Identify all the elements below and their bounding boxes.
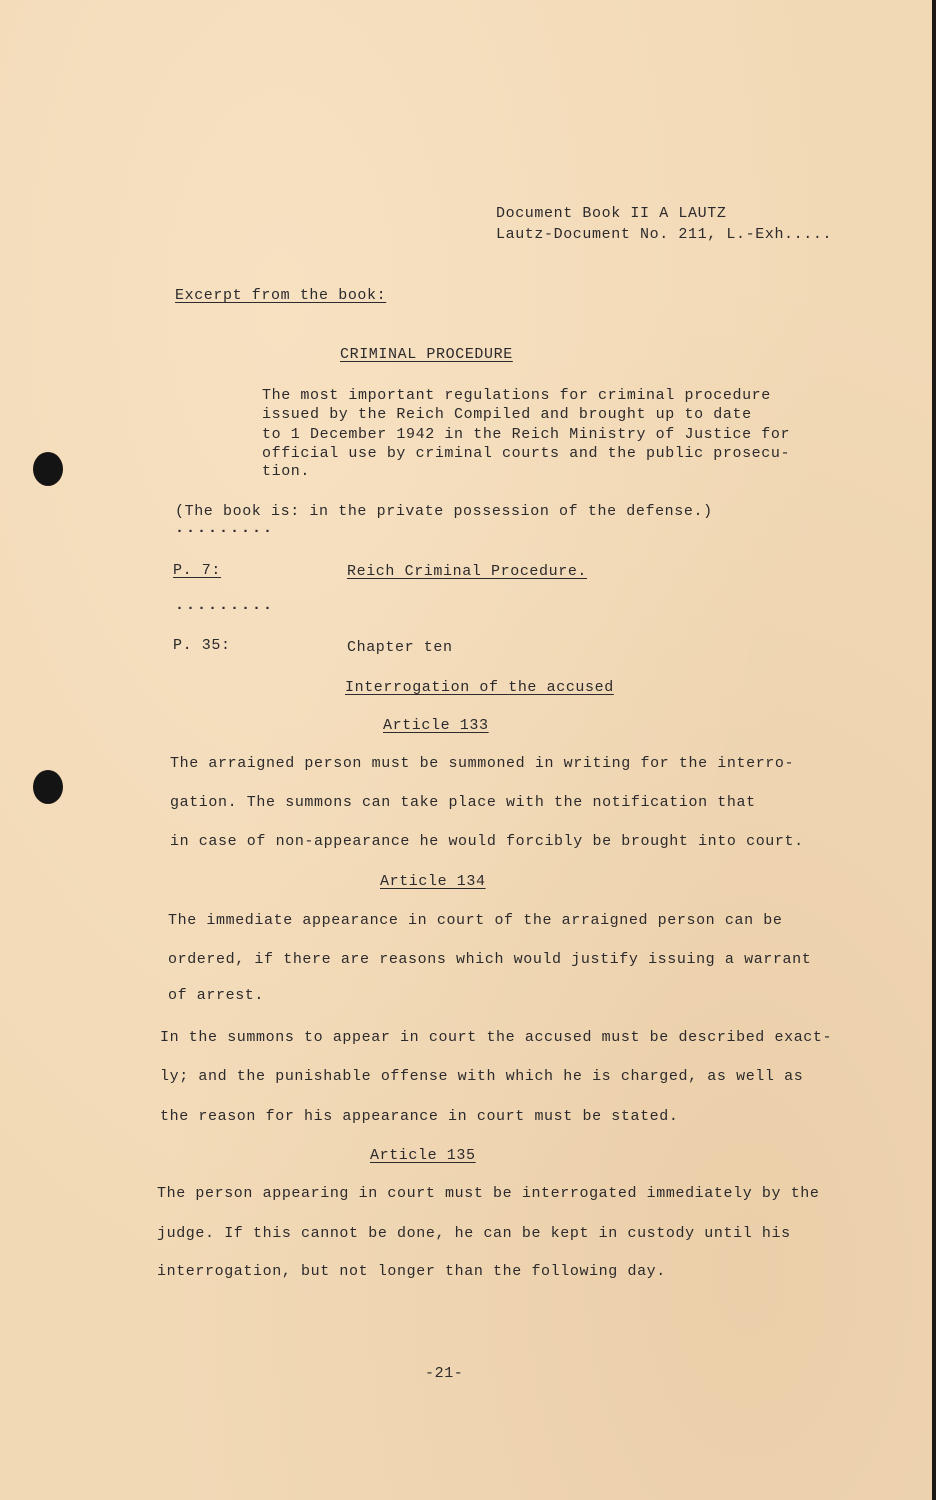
page-35-reference: P. 35: (173, 637, 231, 654)
punch-hole (33, 452, 63, 486)
article-134-line: of arrest. (168, 987, 265, 1004)
article-134-line: ordered, if there are reasons which would justify issuing a warrant (168, 951, 812, 968)
article-135-line: The person appearing in court must be interrogated immediately by the (157, 1185, 820, 1202)
chapter-title: Chapter ten (347, 639, 453, 656)
article-134-title: Article 134 (380, 873, 486, 890)
article-133-line: gation. The summons can take place with the notification that (170, 794, 756, 811)
page-number: -21- (425, 1365, 464, 1382)
article-135-title: Article 135 (370, 1147, 476, 1164)
exhibit-reference: Lautz-Document No. 211, L.-Exh..... (496, 226, 833, 243)
article-133-title: Article 133 (383, 717, 489, 734)
article-134-para2-line: In the summons to appear in court the accused must be described exact- (160, 1029, 833, 1046)
possession-note: (The book is: in the private possession of the defense.) (175, 503, 713, 520)
description-line: to 1 December 1942 in the Reich Ministry of Justice for (262, 426, 791, 443)
article-133-line: in case of non-appearance he would forcibly be brought into court. (170, 833, 804, 850)
article-133-line: The arraigned person must be summoned in writing for the interro- (170, 755, 795, 772)
excerpt-label: Excerpt from the book: (175, 287, 387, 304)
page-7-reference: P. 7: (173, 562, 222, 579)
article-135-line: interrogation, but not longer than the following day. (157, 1263, 666, 1280)
article-134-para2-line: the reason for his appearance in court must be stated. (160, 1108, 679, 1125)
ellipsis-divider: ......... (175, 597, 275, 614)
article-135-line: judge. If this cannot be done, he can be kept in custody until his (157, 1225, 791, 1242)
book-title: CRIMINAL PROCEDURE (340, 346, 513, 363)
ellipsis-divider: ......... (175, 520, 275, 537)
description-line: official use by criminal courts and the public prosecu- (262, 445, 791, 462)
article-134-line: The immediate appearance in court of the arraigned person can be (168, 912, 783, 929)
description-line: The most important regulations for criminal procedure (262, 387, 771, 404)
page-7-title: Reich Criminal Procedure. (347, 563, 588, 580)
punch-hole (33, 770, 63, 804)
description-line: tion. (262, 463, 311, 480)
chapter-heading: Interrogation of the accused (345, 679, 614, 696)
article-134-para2-line: ly; and the punishable offense with which he is charged, as well as (160, 1068, 804, 1085)
scan-edge (932, 0, 936, 1500)
document-book-label: Document Book II A LAUTZ (496, 205, 727, 222)
description-line: issued by the Reich Compiled and brought up to date (262, 406, 752, 423)
